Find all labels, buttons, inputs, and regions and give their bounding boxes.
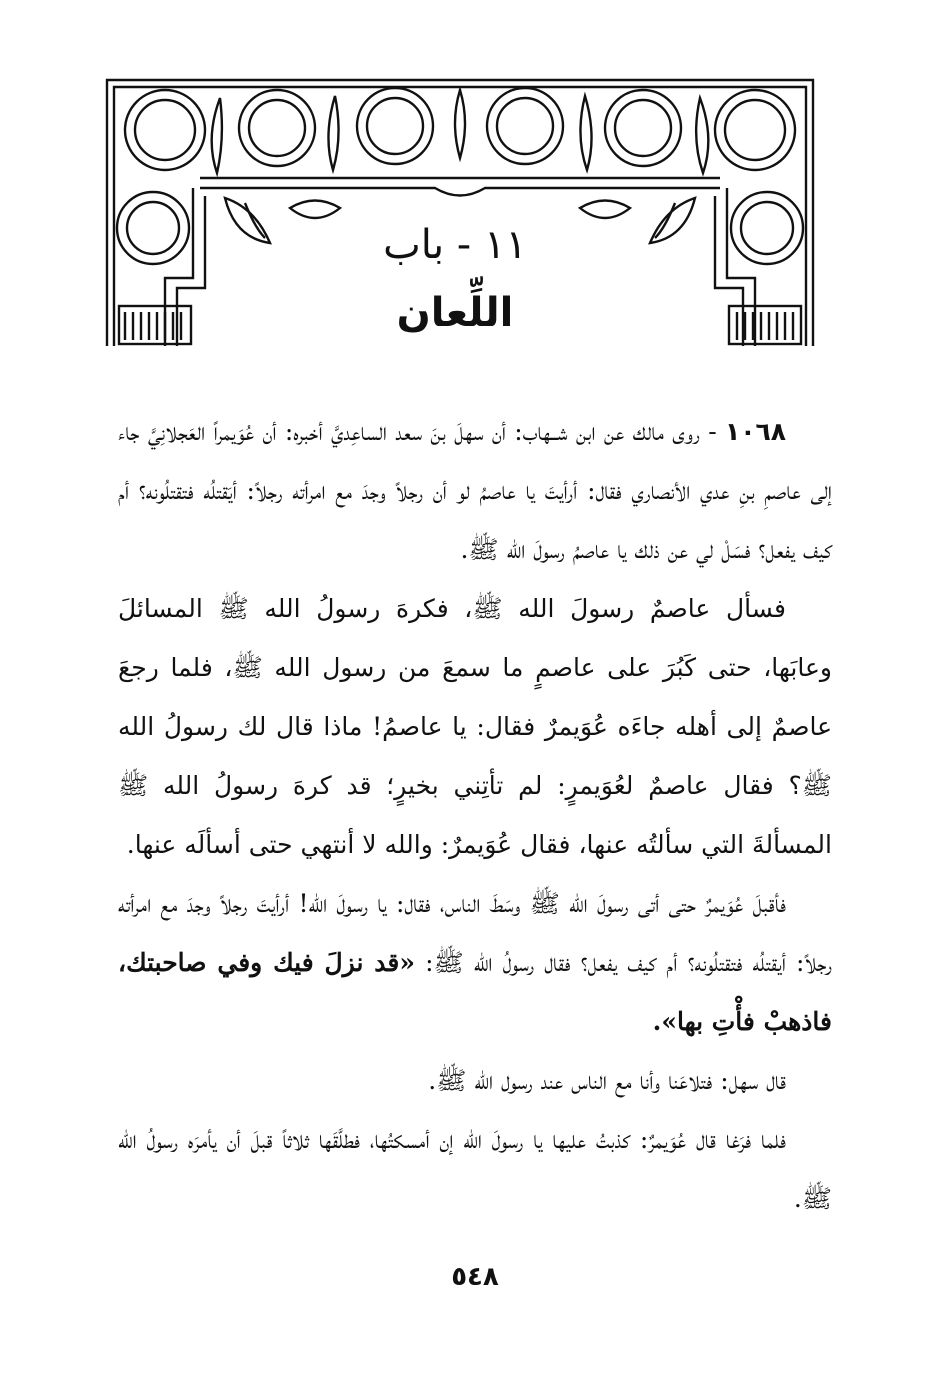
chapter-number: ١١ - باب <box>383 222 527 268</box>
paragraph: فسأل عاصمٌ رسولَ الله ﷺ، فكرهَ رسولُ الله ﷺ المسائلَ وعابَها، حتى كَبُرَ على عاصمٍ ما سمعَ من رسول الله ﷺ، فلما رجعَ عاصمٌ إلى أهله جاءَه عُوَيمرٌ فقال: يا عاصمُ! ماذا قال لك رسولُ الله ﷺ؟ فقال عاصمٌ لعُوَيمرٍ: لم تأتِني بخيرٍ؛ قد كرهَ رسولُ الله ﷺ المسألةَ التي سألتُه عنها، فقال عُوَيمرٌ: والله لا أنتهي حتى أسألَه عنها. <box>118 594 832 859</box>
page-number: ٥٤٨ <box>451 1262 499 1292</box>
chapter-title: اللِّعان <box>396 290 514 336</box>
hadith-number: ١٠٦٨ <box>724 417 786 446</box>
paragraph <box>118 874 832 1051</box>
hadith-text <box>118 402 832 1228</box>
paragraph-text: - روى مالك عن ابن شــهاب: أن سهلَ بنَ سعد الساعِديَّ أخبره: أن عُوَيمراً العَجلانِيَّ جاء إلى عاصمِ بنِ عدي الأنصاري فقال: أرأيتَ يا عاصمُ لو أن رجلاً وجدَ مع امرأته رجلاً: أيَقتلُه فتقتلُونه؟ أم كيف يفعل؟ فسَلْ لي عن ذلك يا عاصمُ رسولَ الله ﷺ. <box>118 417 832 564</box>
paragraph-text: فأقبلَ عُوَيمرٌ حتى أتى رسولَ الله ﷺ وسَطَ الناس، فقال: يا رسولَ الله! أرأيتَ رجلاً وجدَ مع امرأته رجلاً: أيقتلُه فتقتلُونه؟ أم كيف يفعل؟ فقال رسولُ الله ﷺ: <box>118 889 833 977</box>
prophet-quote: «قد نزلَ فيك وفي صاحبتك، فاذهبْ فأْتِ بها». <box>118 948 832 1036</box>
paragraph <box>118 402 832 579</box>
paragraph: قال سهل: فتلاعَنا وأنا مع الناس عند رسول الله ﷺ. <box>428 1066 786 1095</box>
paragraph: فلما فرَغا قال عُوَيمرٌ: كذبتُ عليها يا رسولَ الله إن أمسكتُها، فطلَّقَها ثلاثاً قبلَ أن يأمرَه رسولُ الله ﷺ. <box>118 1125 832 1213</box>
